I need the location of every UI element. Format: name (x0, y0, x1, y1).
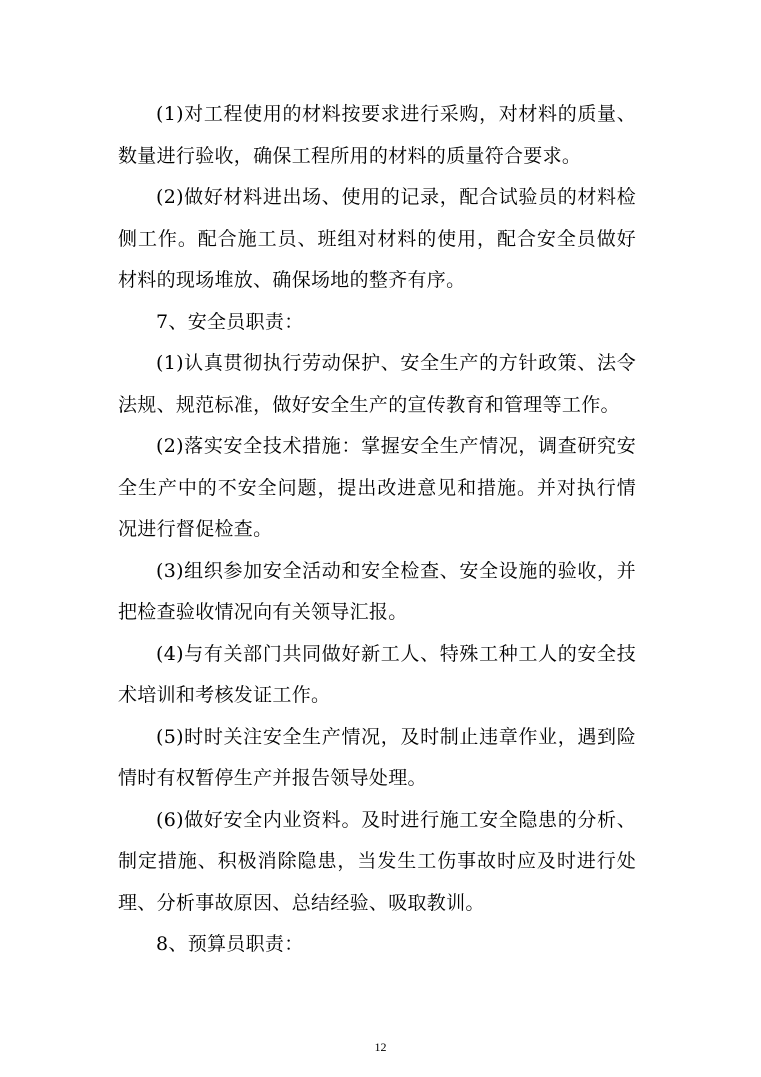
heading-budget-officer-duties: 8、预算员职责： (156, 933, 304, 955)
paragraph-safety-monitoring: (5)时时关注安全生产情况，及时制止违章作业，遇到险情时有权暂停生产并报告领导处理。 (118, 725, 636, 789)
paragraph-safety-inspection: (3)组织参加安全活动和安全检查、安全设施的验收，并把检查验收情况向有关领导汇报。 (118, 559, 636, 623)
page-number: 12 (374, 1040, 387, 1054)
paragraph-material-records: (2)做好材料进出场、使用的记录，配合试验员的材料检侧工作。配合施工员、班组对材料的使用，配合安全员做好材料的现场堆放、确保场地的整齐有序。 (118, 186, 636, 291)
paragraph-safety-training: (4)与有关部门共同做好新工人、特殊工种工人的安全技术培训和考核发证工作。 (118, 642, 636, 706)
paragraph-safety-policy: (1)认真贯彻执行劳动保护、安全生产的方针政策、法令法规、规范标准，做好安全生产的宣传教育和管理等工作。 (118, 352, 636, 416)
document-body (118, 94, 636, 966)
paragraph-safety-measures: (2)落实安全技术措施：掌握安全生产情况，调查研究安全生产中的不安全问题，提出改进意见和措施。并对执行情况进行督促检查。 (118, 435, 636, 540)
paragraph-safety-records: (6)做好安全内业资料。及时进行施工安全隐患的分析、制定措施、积极消除隐患，当发生工伤事故时应及时进行处理、分析事故原因、总结经验、吸取教训。 (118, 808, 636, 914)
heading-safety-officer-duties: 7、安全员职责： (156, 310, 304, 333)
paragraph-material-purchase: (1)对工程使用的材料按要求进行采购，对材料的质量、数量进行验收，确保工程所用的材料的质量符合要求。 (118, 103, 636, 167)
